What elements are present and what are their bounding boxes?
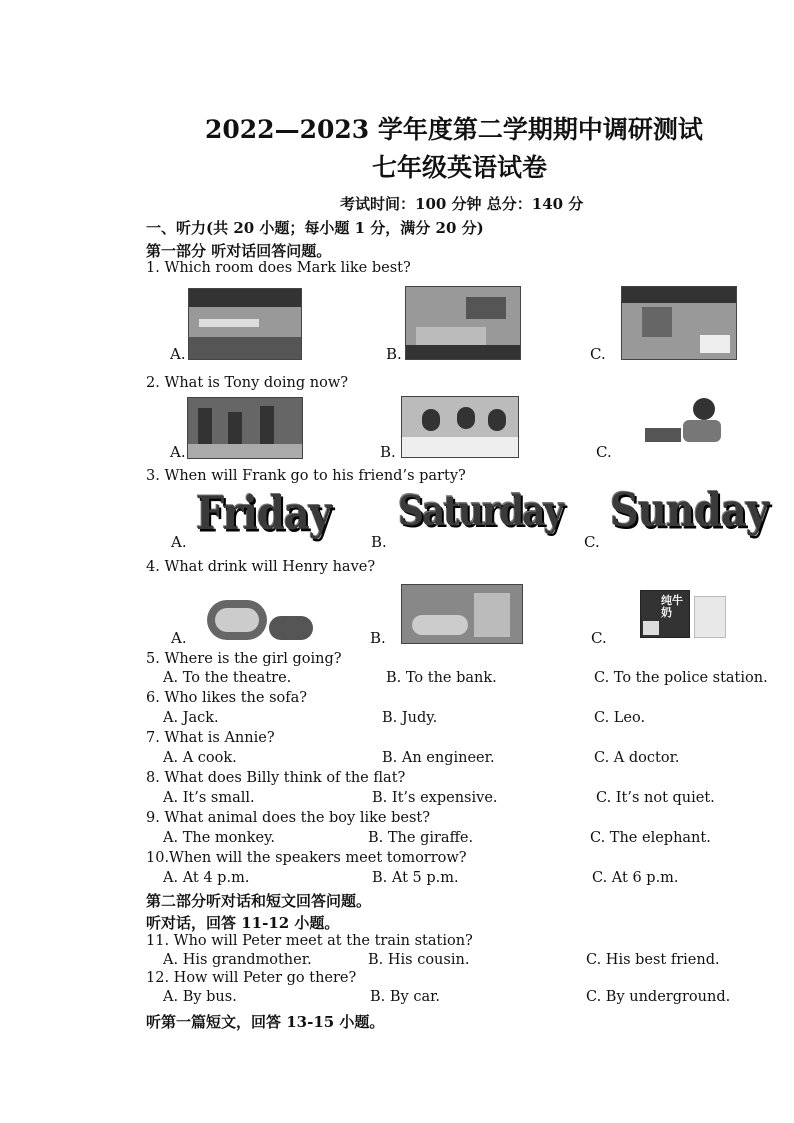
bathroom-image [621, 286, 737, 360]
exam-title: 2022—2023 学年度第二学期期中调研测试 [205, 115, 703, 144]
q11-option-c: C. His best friend. [586, 952, 720, 968]
boy-reading-image [643, 398, 725, 454]
q8-option-c: C. It’s not quiet. [596, 790, 715, 806]
q8-option-a: A. It’s small. [163, 790, 255, 806]
question-10: 10.When will the speakers meet tomorrow? [146, 850, 467, 866]
q2-option-b: B. [380, 443, 396, 461]
q7-option-b: B. An engineer. [382, 750, 495, 766]
q7-option-c: C. A doctor. [594, 750, 680, 766]
saturday-word: Saturday [398, 486, 563, 536]
part1-heading: 第一部分 听对话回答问题。 [146, 242, 332, 260]
q9-option-c: C. The elephant. [590, 830, 711, 846]
exam-subtitle: 七年级英语试卷 [372, 153, 548, 182]
q1-option-b: B. [386, 345, 402, 363]
q1-option-c: C. [590, 345, 606, 363]
milk-carton-label: 纯牛奶 [661, 594, 683, 619]
friday-word: Friday [196, 486, 332, 541]
family-dinner-image [401, 396, 519, 458]
q4-option-b: B. [370, 629, 386, 647]
q9-option-b: B. The giraffe. [368, 830, 474, 846]
sunday-word: Sunday [610, 483, 769, 538]
part2-heading: 第二部分听对话和短文回答问题。 [146, 892, 372, 910]
passage-heading: 听第一篇短文，回答 13-15 小题。 [146, 1013, 385, 1031]
q3-option-b: B. [371, 533, 387, 551]
orange-juice-image [205, 582, 313, 642]
bedroom-image [405, 286, 521, 360]
q6-option-a: A. Jack. [163, 710, 219, 726]
q4-option-a: A. [171, 629, 187, 647]
q8-option-b: B. It’s expensive. [372, 790, 498, 806]
q6-option-b: B. Judy. [382, 710, 438, 726]
milk-box-image [694, 596, 726, 638]
q10-option-b: B. At 5 p.m. [372, 870, 459, 886]
q5-option-c: C. To the police station. [594, 670, 768, 686]
food-and-drink-image [401, 584, 523, 644]
q2-option-c: C. [596, 443, 612, 461]
q2-option-a: A. [170, 443, 186, 461]
question-4: 4. What drink will Henry have? [146, 559, 376, 575]
kitchen-image [188, 288, 302, 360]
q11-option-a: A. His grandmother. [163, 952, 312, 968]
q11-option-b: B. His cousin. [368, 952, 470, 968]
question-6: 6. Who likes the sofa? [146, 690, 308, 706]
section-heading: 一、听力(共 20 小题；每小题 1 分，满分 20 分) [146, 219, 484, 237]
question-11: 11. Who will Peter meet at the train station? [146, 933, 473, 949]
q4-option-c: C. [591, 629, 607, 647]
q12-option-b: B. By car. [370, 989, 441, 1005]
exam-info: 考试时间：100 分钟 总分：140 分 [340, 195, 584, 213]
question-8: 8. What does Billy think of the flat? [146, 770, 406, 786]
q3-option-c: C. [584, 533, 600, 551]
dialog-heading: 听对话，回答 11-12 小题。 [146, 914, 340, 932]
question-1: 1. Which room does Mark like best? [146, 260, 411, 276]
q5-option-a: A. To the theatre. [163, 670, 292, 686]
q1-option-a: A. [170, 345, 186, 363]
question-9: 9. What animal does the boy like best? [146, 810, 430, 826]
q12-option-c: C. By underground. [586, 989, 731, 1005]
question-7: 7. What is Annie? [146, 730, 275, 746]
q3-option-a: A. [171, 533, 187, 551]
q12-option-a: A. By bus. [163, 989, 237, 1005]
q6-option-c: C. Leo. [594, 710, 646, 726]
question-5: 5. Where is the girl going? [146, 651, 342, 667]
q10-option-c: C. At 6 p.m. [592, 870, 679, 886]
question-3: 3. When will Frank go to his friend’s party? [146, 468, 466, 484]
people-running-image [187, 397, 303, 459]
q5-option-b: B. To the bank. [386, 670, 497, 686]
milk-carton-image [640, 590, 690, 638]
question-2: 2. What is Tony doing now? [146, 375, 349, 391]
question-12: 12. How will Peter go there? [146, 970, 357, 986]
q7-option-a: A. A cook. [163, 750, 237, 766]
q9-option-a: A. The monkey. [163, 830, 275, 846]
q10-option-a: A. At 4 p.m. [163, 870, 250, 886]
